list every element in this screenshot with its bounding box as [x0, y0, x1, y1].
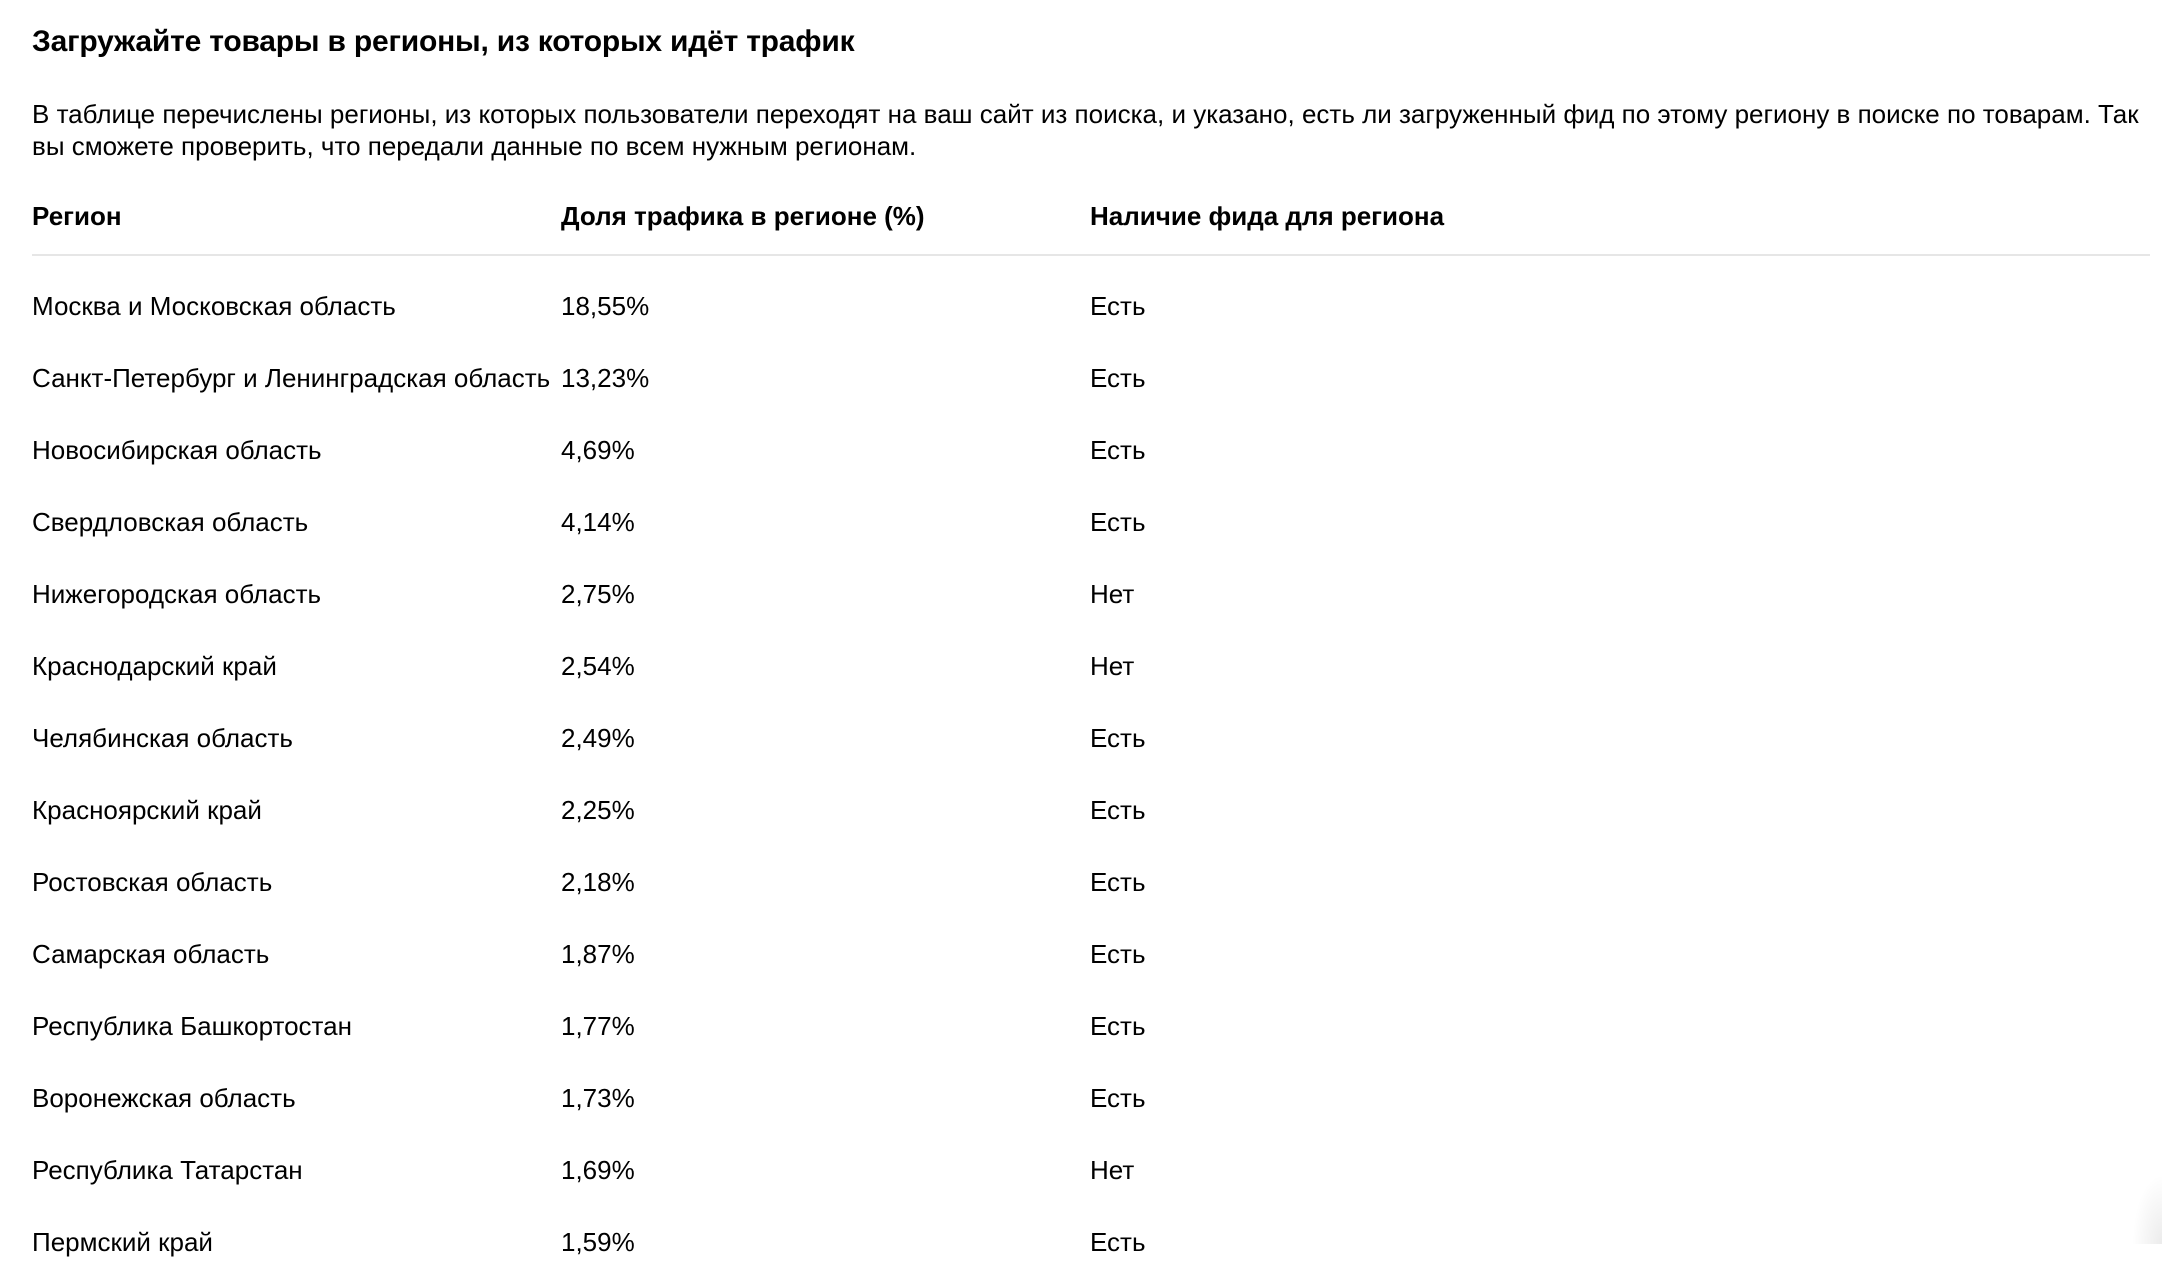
cell-region: Республика Татарстан [32, 1155, 303, 1185]
cell-region: Краснодарский край [32, 651, 277, 681]
cell-region: Челябинская область [32, 723, 293, 753]
section-title: Загружайте товары в регионы, из которых идёт трафик [32, 25, 855, 58]
cell-share: 2,49% [561, 723, 635, 753]
table-row [32, 630, 2150, 702]
cell-share: 1,77% [561, 1011, 635, 1041]
cell-share: 2,25% [561, 795, 635, 825]
cell-feed: Есть [1090, 867, 1146, 897]
scroll-edge-shadow [2132, 1174, 2162, 1244]
table-row [32, 990, 2150, 1062]
cell-feed: Нет [1090, 1155, 1135, 1185]
table-row [32, 414, 2150, 486]
cell-feed: Есть [1090, 435, 1146, 465]
cell-feed: Есть [1090, 939, 1146, 969]
table-row [32, 846, 2150, 918]
cell-share: 2,54% [561, 651, 635, 681]
cell-share: 1,59% [561, 1227, 635, 1257]
cell-share: 13,23% [561, 363, 650, 393]
cell-region: Красноярский край [32, 795, 262, 825]
table-row [32, 486, 2150, 558]
table-row [32, 702, 2150, 774]
cell-feed: Есть [1090, 1083, 1146, 1113]
cell-region: Пермский край [32, 1227, 213, 1257]
table-row [32, 1206, 2150, 1278]
cell-share: 1,87% [561, 939, 635, 969]
cell-share: 2,18% [561, 867, 635, 897]
table-row [32, 342, 2150, 414]
cell-feed: Есть [1090, 291, 1146, 321]
header-traffic-share: Доля трафика в регионе (%) [561, 201, 925, 231]
table-header [32, 198, 2150, 256]
cell-feed: Есть [1090, 795, 1146, 825]
header-region: Регион [32, 201, 122, 231]
cell-feed: Нет [1090, 579, 1135, 609]
regions-table [32, 198, 2150, 1278]
cell-share: 4,14% [561, 507, 635, 537]
cell-share: 1,73% [561, 1083, 635, 1113]
cell-region: Свердловская область [32, 507, 309, 537]
table-row [32, 918, 2150, 990]
cell-share: 18,55% [561, 291, 650, 321]
cell-region: Новосибирская область [32, 435, 322, 465]
table-row [32, 1062, 2150, 1134]
cell-feed: Есть [1090, 723, 1146, 753]
section-description: В таблице перечислены регионы, из которых пользователи переходят на ваш сайт из поиска, и указано, есть ли загруженный фид по этому региону в поиске по товарам. Так вы сможете проверить, что передали данные по всем нужным регионам. [32, 99, 2139, 161]
cell-feed: Есть [1090, 1227, 1146, 1257]
header-feed-presence: Наличие фида для региона [1090, 201, 1445, 231]
cell-share: 2,75% [561, 579, 635, 609]
cell-feed: Есть [1090, 1011, 1146, 1041]
table-row [32, 774, 2150, 846]
cell-region: Санкт-Петербург и Ленинградская область [32, 363, 551, 393]
table-body [32, 256, 2150, 1278]
cell-region: Нижегородская область [32, 579, 322, 609]
cell-share: 1,69% [561, 1155, 635, 1185]
regions-section [32, 22, 2150, 1278]
table-row [32, 270, 2150, 342]
table-row [32, 1134, 2150, 1206]
cell-region: Москва и Московская область [32, 291, 396, 321]
cell-share: 4,69% [561, 435, 635, 465]
cell-feed: Есть [1090, 363, 1146, 393]
cell-region: Ростовская область [32, 867, 273, 897]
cell-region: Республика Башкортостан [32, 1011, 352, 1041]
cell-feed: Нет [1090, 651, 1135, 681]
cell-feed: Есть [1090, 507, 1146, 537]
cell-region: Воронежская область [32, 1083, 296, 1113]
table-row [32, 558, 2150, 630]
cell-region: Самарская область [32, 939, 270, 969]
